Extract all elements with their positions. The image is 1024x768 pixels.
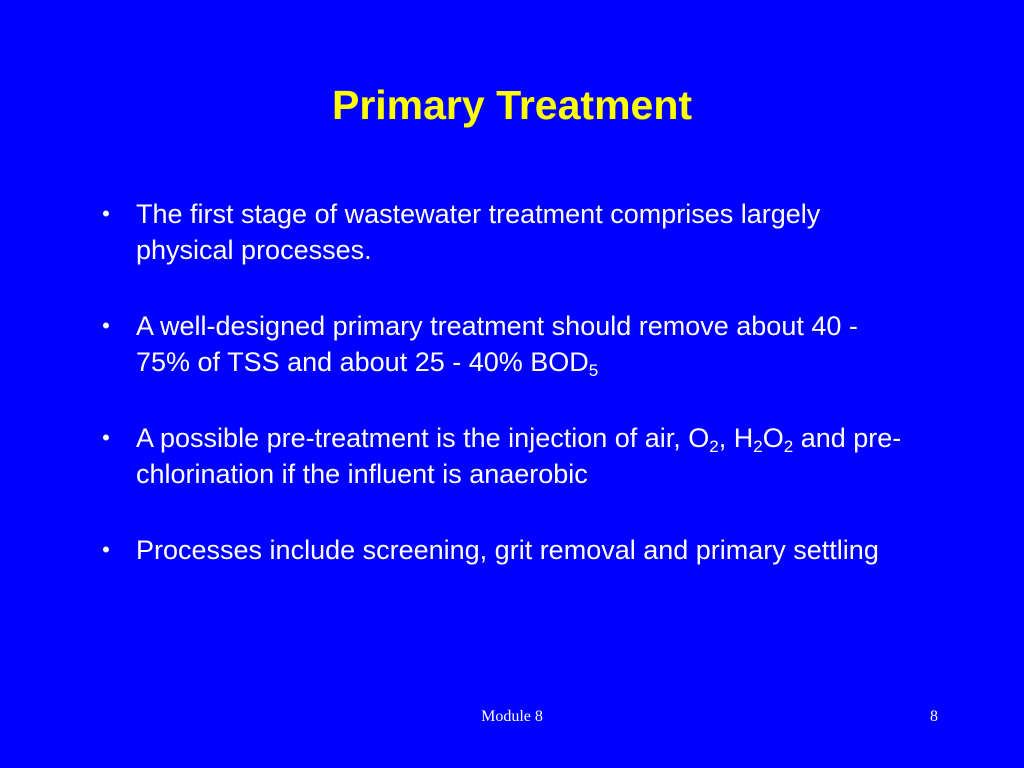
bullet-text: A possible pre-treatment is the injection of air, O	[136, 423, 710, 453]
bullet-item	[96, 420, 916, 492]
bullet-item	[96, 532, 916, 568]
bullet-text: A well-designed primary treatment should remove about 40 - 75% of TSS and about 25 - 40% BOD	[136, 311, 858, 377]
bullet-item	[96, 308, 916, 380]
bullet-list	[96, 196, 916, 608]
subscript: 2	[783, 437, 794, 456]
bullet-dot-icon: •	[102, 313, 110, 338]
bullet-text: O	[762, 423, 784, 453]
bullet-text: The first stage of wastewater treatment comprises largely physical processes.	[136, 199, 821, 265]
subscript: 2	[709, 437, 719, 456]
subscript: 5	[588, 361, 599, 380]
bullet-text: Processes include screening, grit removal and primary settling	[136, 535, 879, 565]
footer-module-label: Module 8	[481, 708, 543, 725]
subscript: 2	[753, 437, 763, 456]
bullet-dot-icon: •	[102, 425, 110, 450]
bullet-dot-icon: •	[102, 201, 110, 226]
bullet-text: and pre-chlorination if the influent is anaerobic	[136, 423, 902, 489]
slide-title: Primary Treatment	[331, 82, 693, 128]
bullet-text: , H	[718, 423, 754, 453]
bullet-dot-icon: •	[102, 537, 110, 562]
slide-number: 8	[930, 708, 938, 725]
bullet-item	[96, 196, 916, 268]
